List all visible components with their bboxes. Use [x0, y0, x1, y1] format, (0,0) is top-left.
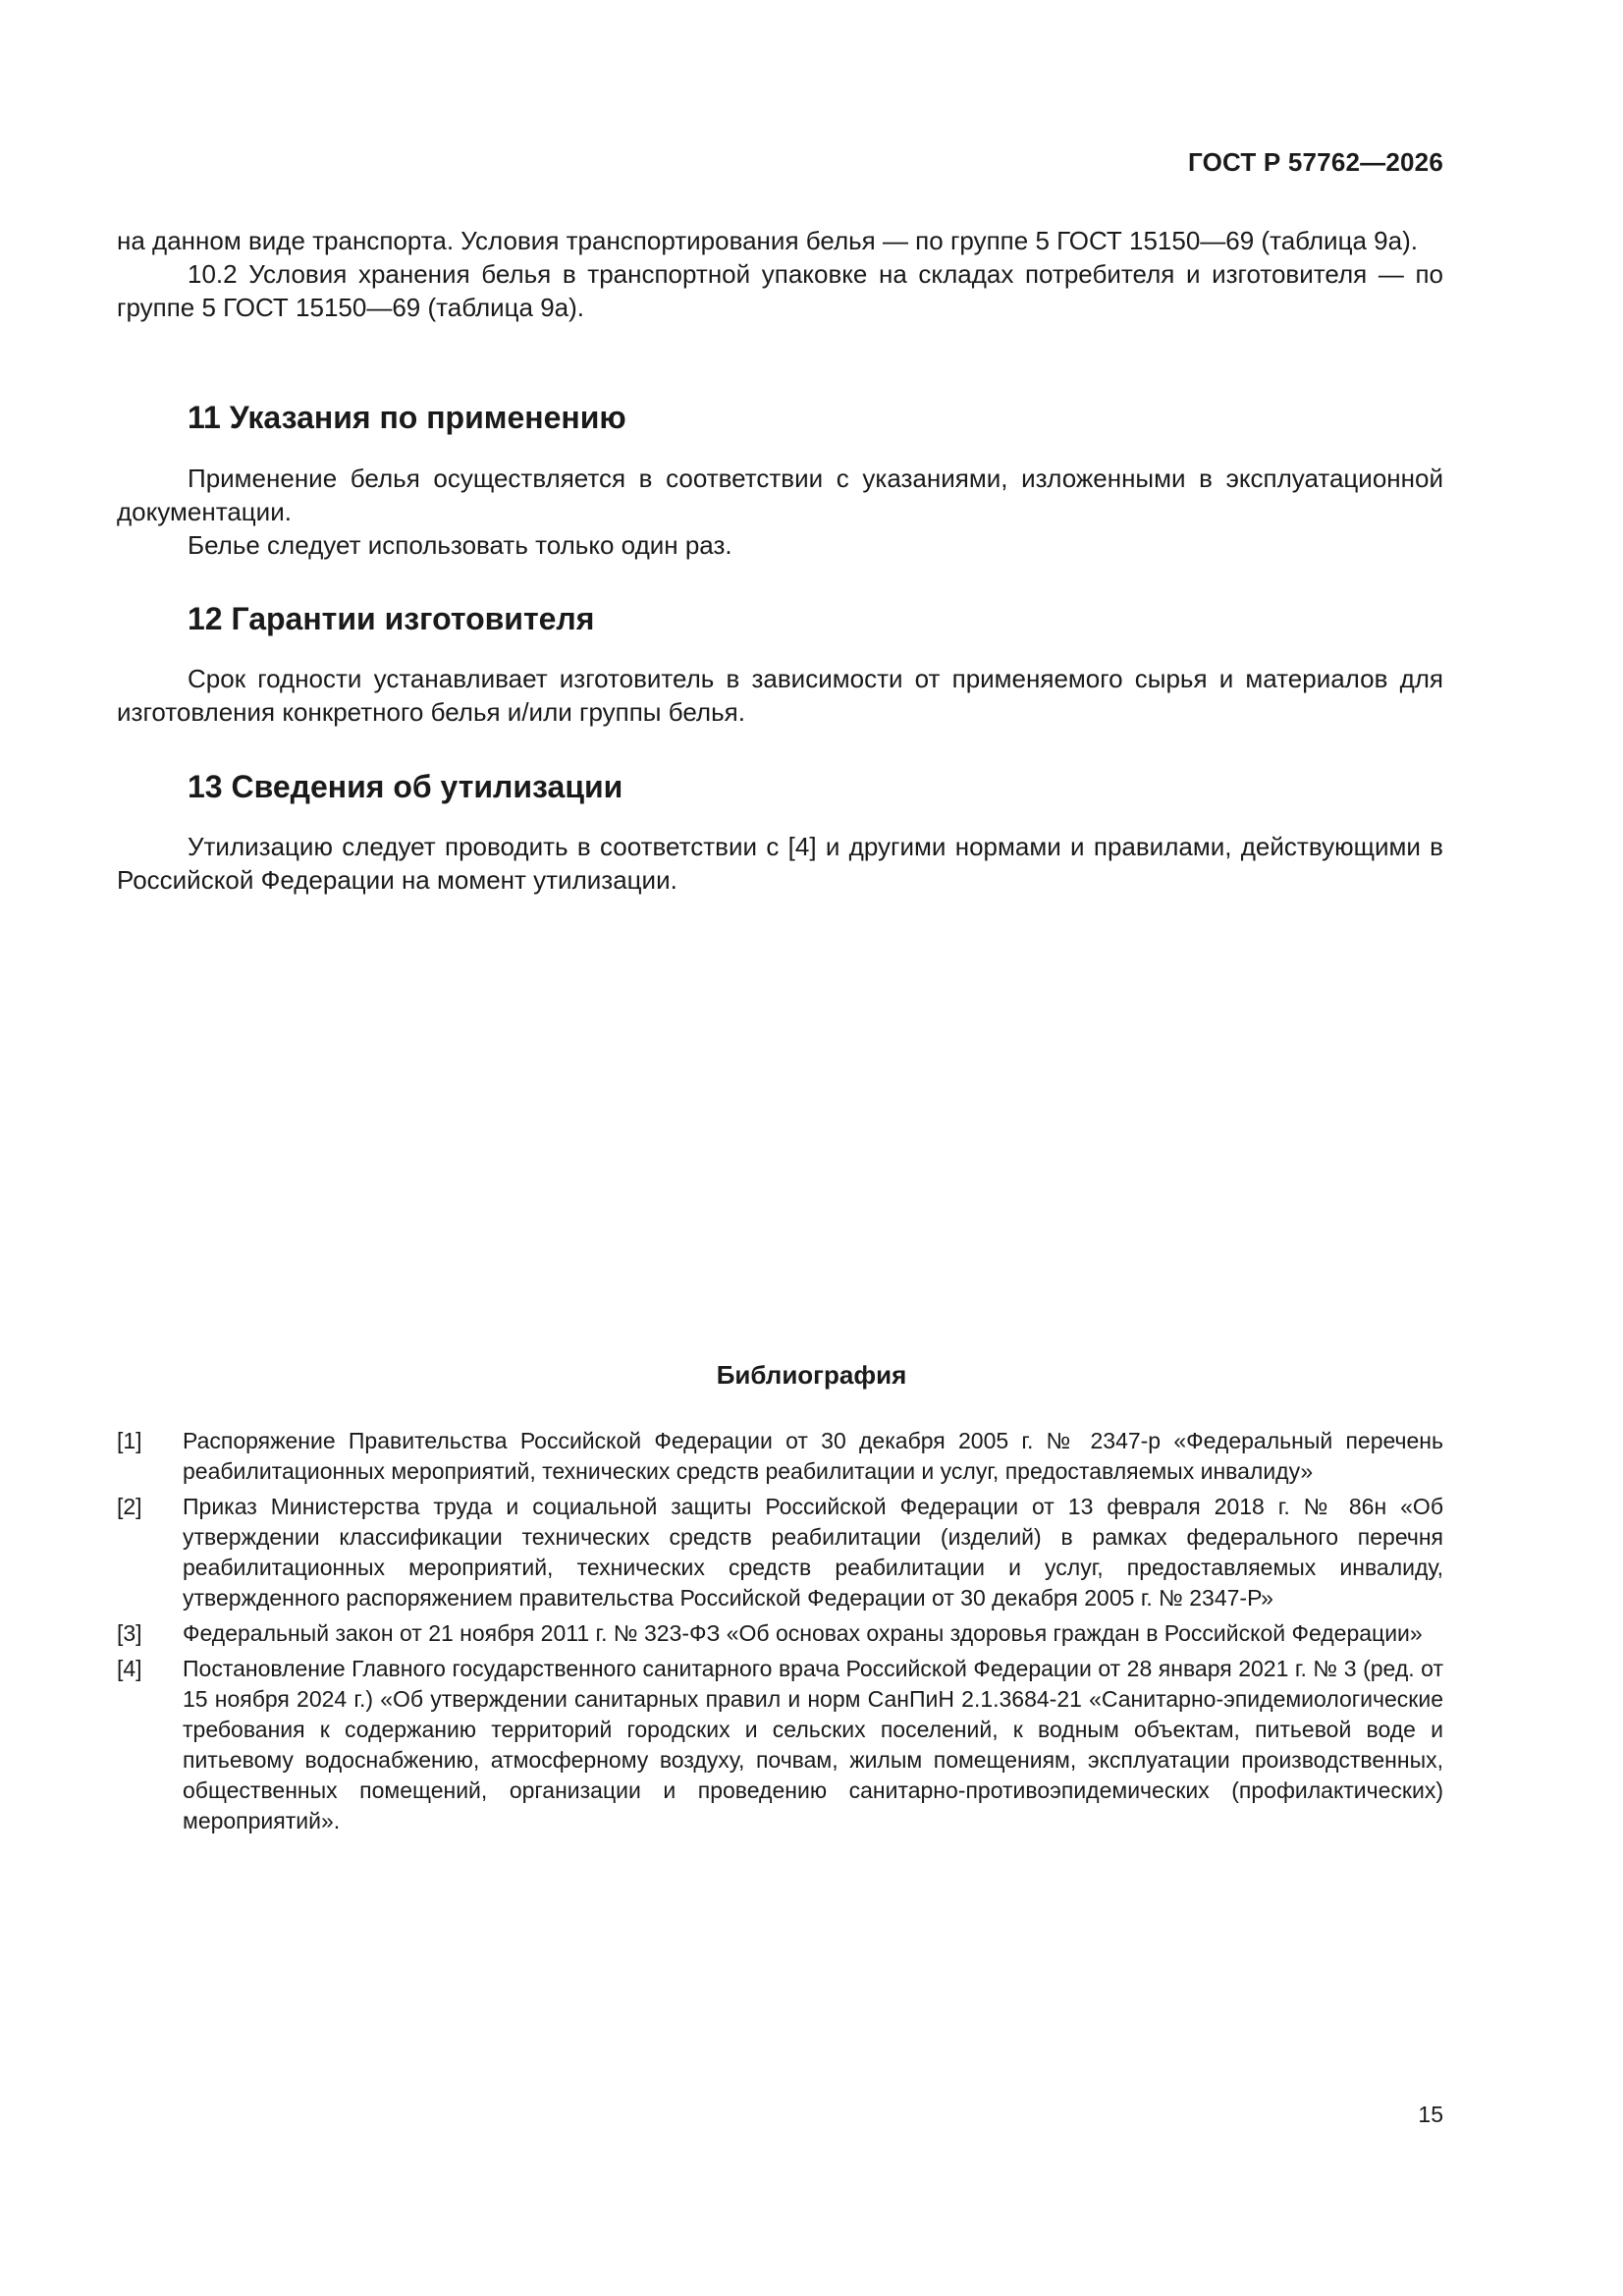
- bibliography-item-number: [2]: [117, 1494, 142, 1519]
- bibliography-item-number: [4]: [117, 1656, 142, 1681]
- clause-10-2-paragraph: 10.2 Условия хранения белья в транспортной упаковке на складах потребителя и изготовителя — по группе 5 ГОСТ 15150—69 (таблица 9а).: [117, 259, 1443, 322]
- bibliography-item: [117, 1426, 1443, 1487]
- page-number: 15: [1418, 2102, 1443, 2127]
- section-12-heading: 12 Гарантии изготовителя: [188, 601, 595, 636]
- bibliography-item-text: Приказ Министерства труда и социальной защиты Российской Федерации от 13 февраля 2018 г. № 86н «Об утверждении классификации технических средств реабилитации (изделий) в рамках федерального перечня реабилитационных мероприятий, технических средств реабилитации и услуг, предоставляемых инвалиду, утвержденного распоряжением правительства Российской Федерации от 30 декабря 2005 г. № 2347-Р»: [183, 1494, 1443, 1611]
- bibliography-item-number: [3]: [117, 1620, 142, 1646]
- section-13-paragraph-1: Утилизацию следует проводить в соответствии с [4] и другими нормами и правилами, действующими в Российской Федерации на момент утилизации.: [117, 832, 1443, 895]
- bibliography-item-text: Постановление Главного государственного санитарного врача Российской Федерации от 28 января 2021 г. № 3 (ред. от 15 ноября 2024 г.) «Об утверждении санитарных правил и норм СанПиН 2.1.3684-21 «Санитарно-эпидемиологические требования к содержанию территорий городских и сельских поселений, к водным объектам, питьевой воде и питьевому водоснабжению, атмосферному воздуху, почвам, жилым помещениям, эксплуатации производственных, общественных помещений, организации и проведению санитарно-противоэпидемических (профилактических) мероприятий».: [183, 1656, 1443, 1833]
- continuation-block: [117, 224, 1443, 324]
- bibliography-item-text: Федеральный закон от 21 ноября 2011 г. № 323-ФЗ «Об основах охраны здоровья граждан в Российской Федерации»: [183, 1620, 1423, 1646]
- bibliography-item: [117, 1492, 1443, 1613]
- bibliography-item: [117, 1618, 1443, 1649]
- section-11-body: [117, 462, 1443, 562]
- section-11-heading: 11 Указания по применению: [188, 400, 626, 435]
- bibliography-title: Библиография: [716, 1360, 907, 1390]
- bibliography-item-text: Распоряжение Правительства Российской Федерации от 30 декабря 2005 г. № 2347-р «Федеральный перечень реабилитационных мероприятий, технических средств реабилитации и услуг, предоставляемых инвалиду»: [183, 1428, 1443, 1484]
- bibliography-item-number: [1]: [117, 1428, 142, 1453]
- section-13-heading: 13 Сведения об утилизации: [188, 769, 623, 804]
- bibliography-item: [117, 1654, 1443, 1836]
- section-12-body: [117, 662, 1443, 729]
- section-13-body: [117, 830, 1443, 897]
- section-12-paragraph-1: Срок годности устанавливает изготовитель в зависимости от применяемого сырья и материалов для изготовления конкретного белья и/или группы белья.: [117, 664, 1443, 727]
- document-code: ГОСТ Р 57762—2026: [1188, 147, 1443, 177]
- continuation-paragraph: на данном виде транспорта. Условия транспортирования белья — по группе 5 ГОСТ 15150—69 (таблица 9а).: [117, 226, 1418, 255]
- section-11-paragraph-2: Белье следует использовать только один раз.: [188, 530, 732, 560]
- bibliography-list: [117, 1426, 1443, 1841]
- section-11-paragraph-1: Применение белья осуществляется в соответствии с указаниями, изложенными в эксплуатационной документации.: [117, 464, 1443, 526]
